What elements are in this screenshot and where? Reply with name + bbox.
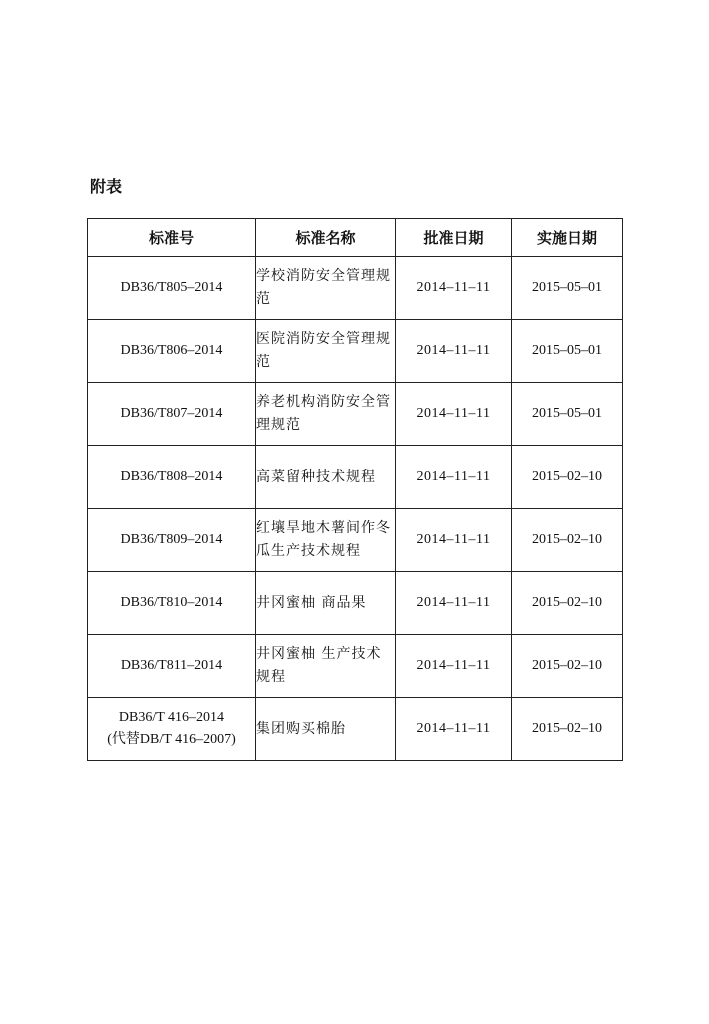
table-row: [88, 383, 623, 446]
standard-title: 井冈蜜柚 商品果: [256, 572, 396, 635]
effective-date: 2015–02–10: [512, 635, 623, 698]
standard-title: 高菜留种技术规程: [256, 446, 396, 509]
table-row: [88, 320, 623, 383]
table-row: [88, 698, 623, 761]
standard-code: DB36/T805–2014: [120, 280, 223, 295]
standard-code: DB36/T811–2014: [120, 658, 223, 673]
standard-code-cell: [88, 446, 256, 509]
approval-date: 2014–11–11: [396, 446, 512, 509]
standards-table: [87, 218, 623, 761]
approval-date: 2014–11–11: [396, 635, 512, 698]
approval-date: 2014–11–11: [396, 572, 512, 635]
column-header-effective: 实施日期: [512, 219, 623, 257]
standard-code: DB36/T810–2014: [120, 595, 223, 610]
approval-date: 2014–11–11: [396, 383, 512, 446]
table-row: [88, 446, 623, 509]
standard-code: DB36/T807–2014: [120, 406, 223, 421]
table-row: [88, 635, 623, 698]
standard-code-cell: [88, 572, 256, 635]
table-row: [88, 257, 623, 320]
table-row: [88, 509, 623, 572]
effective-date: 2015–05–01: [512, 320, 623, 383]
approval-date: 2014–11–11: [396, 320, 512, 383]
column-header-approved: 批准日期: [396, 219, 512, 257]
table-header-row: [88, 219, 623, 257]
standard-code: DB36/T809–2014: [120, 532, 223, 547]
effective-date: 2015–02–10: [512, 572, 623, 635]
standard-title: 养老机构消防安全管理规范: [256, 383, 396, 446]
standard-title: 学校消防安全管理规范: [256, 257, 396, 320]
standard-code-cell: [88, 509, 256, 572]
column-header-title: 标准名称: [256, 219, 396, 257]
effective-date: 2015–05–01: [512, 257, 623, 320]
standard-code-cell: [88, 635, 256, 698]
standard-code-cell: [88, 320, 256, 383]
standard-code: DB36/T 416–2014: [118, 710, 225, 725]
effective-date: 2015–05–01: [512, 383, 623, 446]
approval-date: 2014–11–11: [396, 698, 512, 761]
standard-title: 集团购买棉胎: [256, 698, 396, 761]
effective-date: 2015–02–10: [512, 509, 623, 572]
standard-code-cell: [88, 257, 256, 320]
standard-code: DB36/T806–2014: [120, 343, 223, 358]
table-row: [88, 572, 623, 635]
effective-date: 2015–02–10: [512, 698, 623, 761]
standard-code: DB36/T808–2014: [120, 469, 223, 484]
page-heading: 附表: [90, 177, 123, 196]
standard-title: 医院消防安全管理规范: [256, 320, 396, 383]
column-header-code: 标准号: [88, 219, 256, 257]
standard-code-cell: [88, 698, 256, 761]
replaces-note: (代替DB/T 416–2007): [107, 732, 236, 747]
effective-date: 2015–02–10: [512, 446, 623, 509]
standard-title: 井冈蜜柚 生产技术规程: [256, 635, 396, 698]
standard-code-cell: [88, 383, 256, 446]
standard-title: 红壤旱地木薯间作冬瓜生产技术规程: [256, 509, 396, 572]
approval-date: 2014–11–11: [396, 257, 512, 320]
approval-date: 2014–11–11: [396, 509, 512, 572]
